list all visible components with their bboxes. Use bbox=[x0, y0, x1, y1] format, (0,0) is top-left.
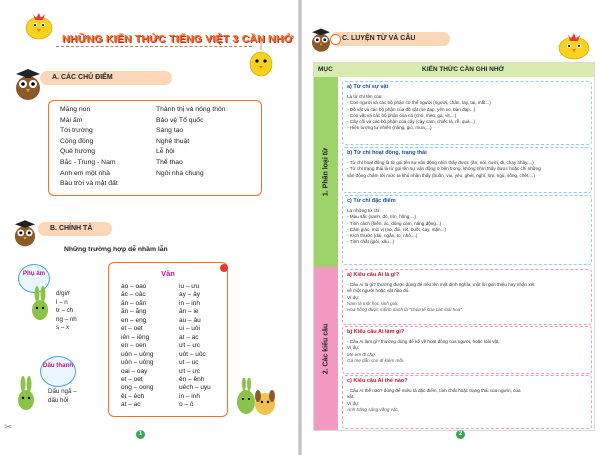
van-item: uôn – uông bbox=[121, 350, 154, 358]
dau-thanh-list bbox=[48, 388, 77, 405]
right-page bbox=[302, 0, 600, 455]
spelling-subtitle: Những trường hợp dễ nhầm lẫn bbox=[64, 246, 168, 253]
cell-line: - Câu Ai là gì? thường được dùng để nêu lên một định nghĩa, một lời giới thiệu hay nhận xét bbox=[347, 282, 535, 287]
rope-line bbox=[56, 46, 252, 48]
owl-graduate-icon bbox=[8, 216, 42, 248]
cell-line: vật. bbox=[347, 394, 355, 400]
topic-item: Bảo vệ Tổ quốc bbox=[156, 116, 204, 124]
cell-line: - Tính cách (hiền, ác, dũng cảm, năng động...) bbox=[347, 220, 442, 226]
phu-am-item: tr – ch bbox=[56, 307, 74, 315]
page-title: NHỮNG KIẾN THỨC TIẾNG VIỆT 3 CẦN NHỚ bbox=[62, 33, 293, 45]
topic-item: Tới trường bbox=[60, 127, 93, 135]
cell-title: b) Từ chỉ hoạt động, trạng thái bbox=[347, 150, 427, 156]
topic-item: Bắc - Trung - Nam bbox=[60, 158, 116, 166]
van-item: ay – ây bbox=[179, 291, 200, 299]
cell-line: Ánh trăng sáng vằng vặc. bbox=[347, 406, 400, 412]
table-header bbox=[314, 63, 594, 77]
dau-thanh-label: Dấu thanh bbox=[42, 362, 74, 369]
van-item: in – inh bbox=[179, 299, 200, 307]
cell-title: a) Kiểu câu Ai là gì? bbox=[347, 272, 400, 278]
van-item: iên – iêng bbox=[121, 333, 150, 341]
topic-item: Sáng tạo bbox=[156, 127, 184, 135]
phu-am-item: d/gi/r bbox=[56, 290, 70, 297]
cell-title: c) Từ chỉ đặc điểm bbox=[347, 198, 396, 204]
section-2-content bbox=[342, 267, 590, 430]
topic-item: Ngôi nhà chung bbox=[156, 169, 204, 177]
scissors-icon: ✂ bbox=[4, 422, 13, 433]
phu-am-item: l – n bbox=[56, 298, 68, 306]
rabbit-icon bbox=[30, 286, 50, 326]
van-item: at – ac bbox=[179, 333, 199, 341]
header-kien-thuc: KIẾN THỨC CẦN GHI NHỚ bbox=[422, 66, 505, 73]
chick-mascot-icon bbox=[22, 8, 56, 42]
van-item: uôn – uông bbox=[121, 359, 154, 367]
van-item: uôt – uôc bbox=[179, 350, 206, 358]
topic-item: Quê hương bbox=[60, 148, 96, 156]
cell-line: Ví dụ: bbox=[347, 294, 360, 300]
cell-line: Là những từ chỉ: bbox=[347, 208, 381, 213]
section-1-label: 1. Phân loại từ bbox=[322, 147, 330, 197]
van-item: en – eng bbox=[121, 316, 147, 324]
cell-line: Hoa hồng được mệnh danh là "chúa tể của các loài hoa". bbox=[347, 307, 464, 313]
cell-line: - Kích thước (dài, ngắn, to, nhỏ,...) bbox=[347, 233, 418, 239]
cell-line: - Câu Ai làm gì? thường dùng để kể về hoạt động của người, hoặc loài vật. bbox=[347, 339, 500, 344]
cell-line: Ví dụ: bbox=[347, 345, 360, 351]
phu-am-item: ng – nh bbox=[56, 315, 77, 323]
van-item: ưt – ưc bbox=[179, 367, 200, 375]
cell-line: Mẹ em đi chợ. bbox=[347, 351, 377, 357]
cell-tu-chi-hoat-dong bbox=[342, 147, 592, 193]
dau-thanh-item: Dấu ngã – bbox=[48, 388, 77, 395]
section-c-label: C. LUYỆN TỪ VÀ CÂU bbox=[342, 35, 416, 42]
topics-col-1 bbox=[60, 105, 118, 190]
cell-line: Ví dụ: bbox=[347, 400, 360, 406]
page-number-right: 2 bbox=[456, 430, 465, 439]
cell-title: a) Từ chỉ sự vật bbox=[347, 84, 389, 90]
section-b-label: B. CHÍNH TẢ bbox=[50, 225, 93, 232]
section-2-label: 2. Các kiểu câu bbox=[322, 323, 330, 374]
section-1-side bbox=[314, 77, 338, 267]
van-item: uêch – uyu bbox=[179, 384, 211, 392]
van-item: ui – uôi bbox=[179, 325, 200, 333]
van-item: in – inh bbox=[179, 392, 200, 400]
cell-title: c) Kiểu câu Ai thế nào? bbox=[347, 378, 408, 384]
cell-line: - Con người và các bộ phận cơ thể người (người, chân, tay, tai, mắt...) bbox=[347, 100, 491, 106]
chick-mascot-icon bbox=[554, 28, 594, 60]
section-a-label: A. CÁC CHỦ ĐIỂM bbox=[52, 74, 113, 81]
van-item: ao – oao bbox=[121, 283, 147, 290]
cell-lines bbox=[347, 94, 491, 132]
cell-line: - Cây cối và các bộ phận của cây (cây cam, chiếc lá, rễ, quả...) bbox=[347, 119, 475, 125]
van-item: o – ô bbox=[179, 401, 194, 409]
van-col-2 bbox=[179, 283, 211, 410]
van-item: êt – êch bbox=[121, 392, 145, 400]
topic-item: Cộng đồng bbox=[60, 137, 94, 145]
van-item: en – oen bbox=[121, 342, 147, 350]
van-item: ăn – ăng bbox=[121, 308, 147, 316]
van-col-1 bbox=[121, 283, 154, 410]
van-item: ong – oong bbox=[121, 384, 154, 392]
van-item: et – oet bbox=[121, 325, 143, 333]
van-item: iu – ưu bbox=[179, 283, 200, 290]
cell-line: Gà mẹ dẫn con đi kiếm mồi. bbox=[347, 357, 405, 363]
cell-title: b) Kiểu câu Ai làm gì? bbox=[347, 329, 405, 335]
topic-item: Anh em một nhà bbox=[60, 169, 110, 177]
cell-ai-lam-gi bbox=[342, 326, 592, 374]
cell-line: - Con vật và các bộ phận của nó (chó, mèo, gà, vịt,...) bbox=[347, 112, 457, 118]
cell-line: - Từ chỉ hoạt động là từ gọi tên sự vận động nhìn thấy được (ăn, nói, cười, đi, chạy nhảy,...) bbox=[347, 160, 534, 165]
cell-line: Là từ chỉ tên của: bbox=[347, 94, 383, 99]
phu-am-label: Phụ âm bbox=[22, 270, 46, 277]
cell-tu-chi-su-vat bbox=[342, 81, 592, 145]
cell-ai-the-nao bbox=[342, 375, 592, 429]
topic-item: Măng non bbox=[60, 106, 91, 113]
van-box bbox=[108, 262, 228, 417]
cell-line: về một người hoặc vật nào đó. bbox=[347, 288, 410, 294]
header-muc: MỤC bbox=[318, 66, 333, 73]
van-title: Vần bbox=[161, 269, 175, 278]
topic-item: Bầu trời và mặt đất bbox=[60, 180, 118, 188]
van-item: ăn – ie bbox=[179, 308, 199, 316]
cell-lines bbox=[347, 160, 541, 179]
left-page bbox=[0, 0, 298, 455]
topic-item: Thành thị và nông thôn bbox=[156, 106, 226, 113]
topic-item: Nghệ thuật bbox=[156, 137, 190, 145]
van-item: ên – ênh bbox=[179, 375, 205, 383]
van-item: at – ac bbox=[121, 401, 141, 409]
cell-line: - Màu sắc (xanh, đỏ, tím, hồng,...) bbox=[347, 214, 416, 220]
phu-am-item: s – x bbox=[56, 324, 70, 332]
van-item: oai – oay bbox=[121, 367, 148, 375]
cell-line: vận động chậm tới mức ta khó nhận thấy (buồn, vui, yêu, ghét, nghĩ, lớn, ngủ, sống, chết,...) bbox=[347, 172, 535, 178]
cell-lines bbox=[347, 208, 446, 246]
section-a-header bbox=[40, 71, 172, 85]
knowledge-table bbox=[313, 62, 595, 431]
section-c-dot bbox=[330, 34, 341, 45]
cell-lines bbox=[347, 339, 500, 364]
dau-thanh-item: dấu hỏi bbox=[48, 396, 69, 404]
cell-tu-chi-dac-diem bbox=[342, 195, 592, 265]
hanging-chick-icon bbox=[246, 40, 276, 80]
phu-am-list bbox=[56, 290, 77, 333]
pin-icon bbox=[220, 264, 228, 272]
cell-line: - Câu Ai thế nào? dùng để miêu tả đặc điểm, tính chất hoặc trạng thái của người, của bbox=[347, 388, 521, 393]
rabbit-icon bbox=[16, 376, 36, 416]
topics-col-2 bbox=[156, 105, 226, 179]
section-c-header bbox=[330, 32, 450, 46]
cell-ai-la-gi bbox=[342, 269, 592, 325]
cell-lines bbox=[347, 282, 535, 313]
cell-line: Nam là một học sinh giỏi. bbox=[347, 300, 399, 306]
van-item: ăc – oăc bbox=[121, 291, 146, 299]
van-item: ut – uc bbox=[179, 359, 199, 367]
section-1-content bbox=[342, 77, 590, 267]
cell-lines bbox=[347, 388, 521, 413]
van-item: ăn – oăn bbox=[121, 299, 147, 307]
section-2-side bbox=[314, 267, 338, 430]
cell-line: - Từ chỉ trạng thái là từ gọi tên sự vận động ở bên trong, không nhìn thấy được hoặc chỉ những bbox=[347, 166, 541, 172]
cell-line: - Đồ vật và các bộ phận của đồ vật (xe đạp, yên xe, bàn đạp...) bbox=[347, 106, 476, 112]
van-item: et – oet bbox=[121, 375, 143, 383]
section-b-header bbox=[38, 222, 112, 236]
van-item: ưt – ưc bbox=[179, 342, 200, 350]
page-number-left: 1 bbox=[136, 430, 145, 439]
topic-item: Lễ hội bbox=[156, 148, 175, 156]
topic-item: Mái ấm bbox=[60, 116, 83, 124]
cell-line: - Hiện tượng tự nhiên (nắng, gió, mưa,...) bbox=[347, 125, 432, 131]
topic-item: Thể thao bbox=[156, 158, 183, 166]
cell-line: - Cảm giác, mùi vị (no, đói, rét, buốt, cay, mặn...) bbox=[347, 226, 446, 232]
dau-thanh-bubble bbox=[40, 356, 76, 387]
animal-friends-icon bbox=[232, 378, 278, 418]
cell-line: - Tính chất (giỏi, xấu...) bbox=[347, 239, 395, 245]
van-item: au – âu bbox=[179, 316, 201, 324]
